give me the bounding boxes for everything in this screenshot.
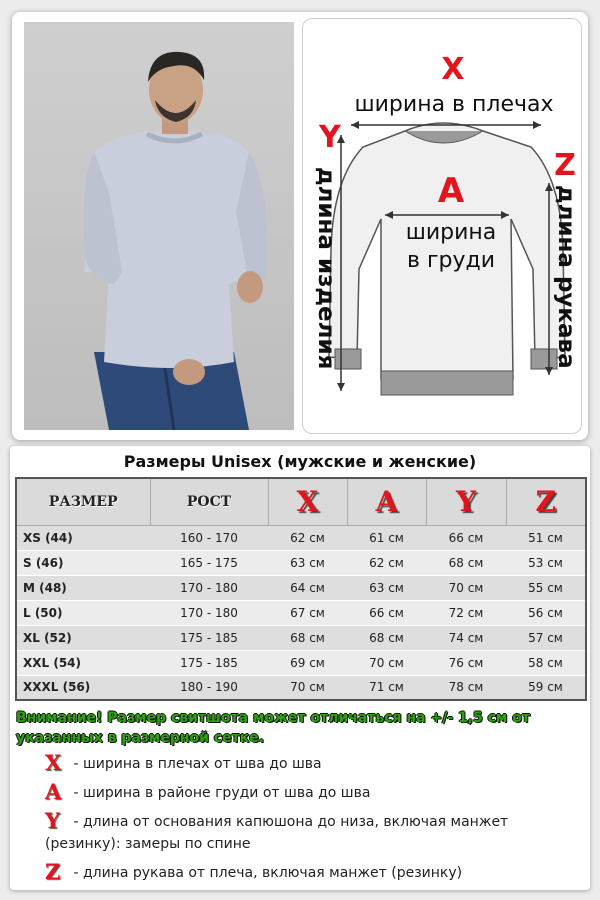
cell-a: 63 см — [347, 575, 426, 600]
cell-z: 56 см — [506, 600, 586, 625]
model-illustration — [24, 22, 294, 430]
legend-letter-z: Z — [45, 859, 61, 884]
y-label: длина изделия — [313, 167, 339, 370]
cell-height: 170 - 180 — [150, 600, 268, 625]
model-photo — [24, 22, 294, 430]
cell-y: 66 см — [426, 525, 506, 550]
cell-a: 70 см — [347, 650, 426, 675]
cell-x: 69 см — [268, 650, 347, 675]
cell-size: XXXL (56) — [16, 675, 150, 700]
cell-a: 61 см — [347, 525, 426, 550]
x-label: ширина в плечах — [354, 92, 554, 117]
table-row — [16, 650, 586, 675]
cell-height: 175 - 185 — [150, 625, 268, 650]
cell-size: XXL (54) — [16, 650, 150, 675]
header-z: Z — [506, 478, 586, 525]
sweatshirt-diagram — [303, 19, 583, 435]
table-row — [16, 525, 586, 550]
table-row — [16, 625, 586, 650]
cell-x: 67 см — [268, 600, 347, 625]
cell-z: 51 см — [506, 525, 586, 550]
legend-item-z — [45, 861, 565, 884]
header-x: X — [268, 478, 347, 525]
cell-x: 70 см — [268, 675, 347, 700]
size-diagram — [302, 18, 582, 434]
cell-a: 71 см — [347, 675, 426, 700]
cell-y: 72 см — [426, 600, 506, 625]
cell-y: 78 см — [426, 675, 506, 700]
table-row — [16, 600, 586, 625]
cell-y: 68 см — [426, 550, 506, 575]
cell-x: 63 см — [268, 550, 347, 575]
cell-size: XS (44) — [16, 525, 150, 550]
a-letter: A — [437, 171, 465, 211]
legend-text-y: - длина от основания капюшона до низа, включая манжет (резинку): замеры по спине — [45, 814, 509, 852]
cell-a: 66 см — [347, 600, 426, 625]
z-letter: Z — [554, 148, 576, 183]
table-row — [16, 550, 586, 575]
cell-height: 160 - 170 — [150, 525, 268, 550]
cell-height: 180 - 190 — [150, 675, 268, 700]
legend-item-y — [45, 810, 565, 855]
cell-a: 68 см — [347, 625, 426, 650]
legend-item-a — [45, 781, 565, 804]
table-title: Размеры Unisex (мужские и женские) — [123, 452, 477, 471]
a-label-line1: ширина — [405, 220, 497, 245]
legend-letter-y: Y — [45, 808, 60, 833]
warning-note: Внимание! Размер свитшота может отличаться на +/- 1,5 см от указанных в размерной сетке. — [16, 710, 530, 746]
legend-text-a: - ширина в районе груди от шва до шва — [69, 785, 371, 801]
cell-y: 74 см — [426, 625, 506, 650]
cell-z: 58 см — [506, 650, 586, 675]
cell-size: S (46) — [16, 550, 150, 575]
header-height: РОСТ — [150, 478, 268, 525]
cell-x: 62 см — [268, 525, 347, 550]
cell-z: 59 см — [506, 675, 586, 700]
product-image-card — [12, 12, 588, 440]
x-letter: X — [441, 52, 465, 87]
cell-height: 175 - 185 — [150, 650, 268, 675]
header-size: РАЗМЕР — [16, 478, 150, 525]
cell-height: 170 - 180 — [150, 575, 268, 600]
table-row — [16, 675, 586, 700]
cell-size: L (50) — [16, 600, 150, 625]
table-header-row — [16, 478, 586, 525]
cell-a: 62 см — [347, 550, 426, 575]
cell-height: 165 - 175 — [150, 550, 268, 575]
header-y: Y — [426, 478, 506, 525]
legend-letter-a: A — [45, 779, 62, 804]
cell-z: 53 см — [506, 550, 586, 575]
cell-y: 76 см — [426, 650, 506, 675]
legend — [45, 752, 565, 890]
legend-item-x — [45, 752, 565, 775]
cell-size: M (48) — [16, 575, 150, 600]
size-chart-card — [10, 446, 590, 890]
size-table — [15, 477, 587, 701]
legend-text-x: - ширина в плечах от шва до шва — [69, 756, 322, 772]
y-letter: Y — [319, 120, 341, 155]
a-label-line2: в груди — [406, 248, 496, 273]
table-row — [16, 575, 586, 600]
cell-z: 57 см — [506, 625, 586, 650]
cell-x: 68 см — [268, 625, 347, 650]
legend-text-z: - длина рукава от плеча, включая манжет (резинку) — [69, 865, 463, 881]
cell-y: 70 см — [426, 575, 506, 600]
z-label: длина рукава — [553, 185, 579, 369]
cell-size: XL (52) — [16, 625, 150, 650]
cell-x: 64 см — [268, 575, 347, 600]
cell-z: 55 см — [506, 575, 586, 600]
header-a: A — [347, 478, 426, 525]
legend-letter-x: X — [45, 750, 62, 775]
